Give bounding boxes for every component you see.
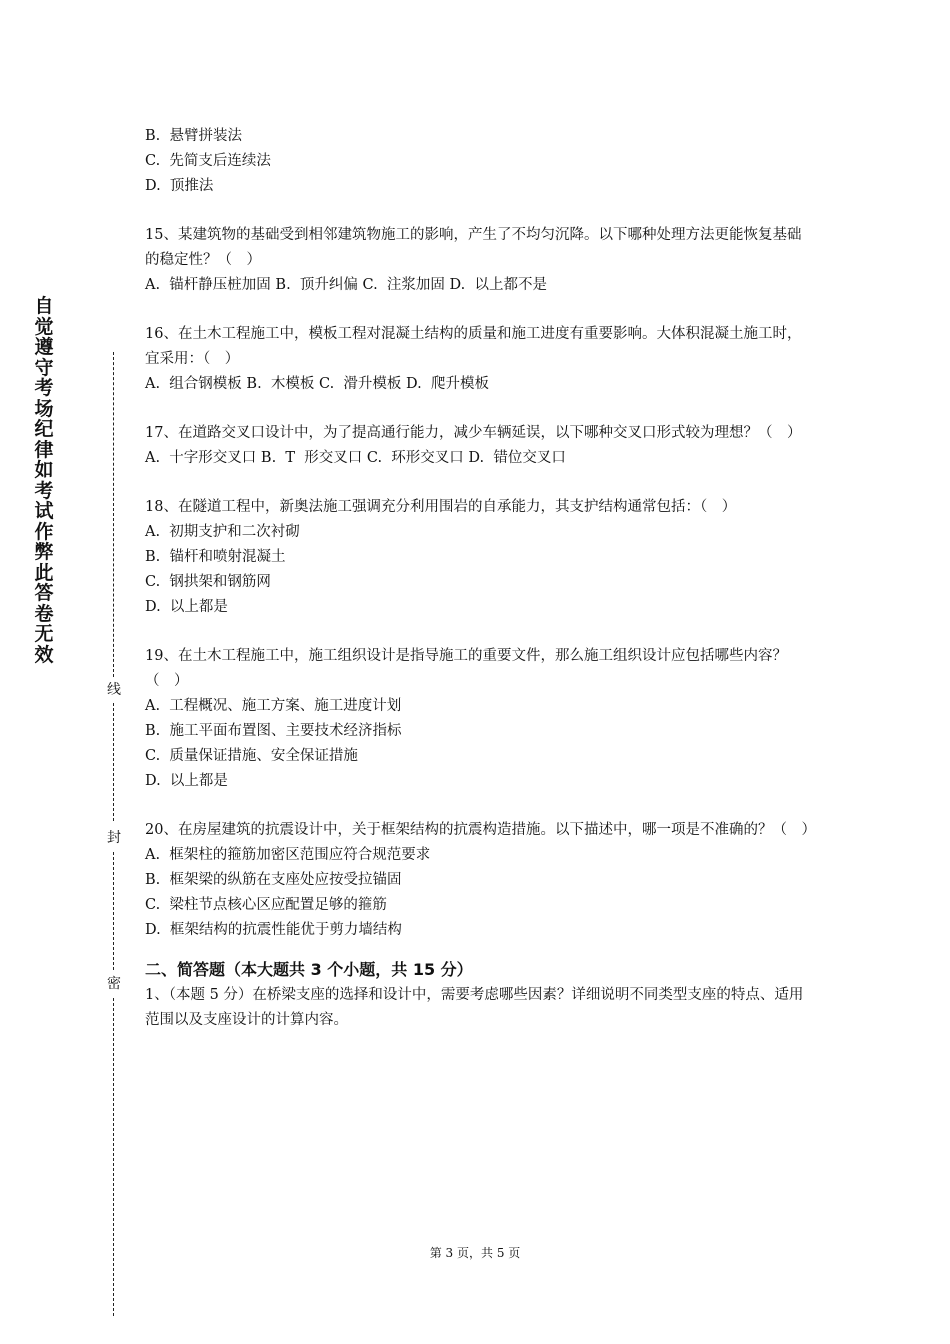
- question-19: [145, 644, 813, 794]
- binding-label-secret: 密: [107, 976, 121, 992]
- option-a: A. 初期支护和二次衬砌: [145, 524, 300, 540]
- question-content: [145, 124, 816, 1033]
- option-a: A. 框架柱的箍筋加密区范围应符合规范要求: [145, 847, 431, 863]
- binding-label-line: 线: [107, 682, 121, 698]
- option-c: C. 梁柱节点核心区应配置足够的箍筋: [145, 897, 387, 913]
- question-17: [145, 421, 813, 471]
- binding-label-seal: 封: [107, 830, 121, 846]
- question-17-options: A. 十字形交叉口 B. T 形交叉口 C. 环形交叉口 D. 错位交叉口: [145, 450, 566, 466]
- question-15-text: 15、某建筑物的基础受到相邻建筑物施工的影响，产生了不均匀沉降。以下哪种处理方法更能恢复基础的稳定性？（ ）: [145, 227, 802, 268]
- exam-discipline-notice: 自觉遵守考场纪律如考试作弊此答卷无效: [34, 295, 54, 666]
- question-18: [145, 495, 813, 620]
- option-d: D. 以上都是: [145, 773, 228, 789]
- section-title-short-answer: 二、简答题（本大题共 3 个小题，共 15 分）: [145, 960, 473, 979]
- question-20-text: 20、在房屋建筑的抗震设计中，关于框架结构的抗震构造措施。以下描述中，哪一项是不准确的？（ ）: [145, 822, 816, 838]
- question-15: [145, 223, 813, 298]
- binding-dashed-line: [113, 998, 114, 1316]
- question-17-text: 17、在道路交叉口设计中，为了提高通行能力，减少车辆延误，以下哪种交叉口形式较为理想？（ ）: [145, 425, 802, 441]
- question-16-text: 16、在土木工程施工中，模板工程对混凝土结构的质量和施工进度有重要影响。大体积混凝土施工时，宜采用：（ ）: [145, 326, 802, 367]
- option-b: B. 框架梁的纵筋在支座处应按受拉锚固: [145, 872, 402, 888]
- option-c: C. 质量保证措施、安全保证措施: [145, 748, 358, 764]
- question-14-continued: [145, 124, 813, 199]
- short-answer-question-1: 1、（本题 5 分）在桥梁支座的选择和设计中，需要考虑哪些因素？详细说明不同类型支座的特点、适用范围以及支座设计的计算内容。: [145, 987, 804, 1028]
- question-18-text: 18、在隧道工程中，新奥法施工强调充分利用围岩的自承能力，其支护结构通常包括：（ ）: [145, 499, 737, 515]
- binding-dashed-line: [113, 703, 114, 821]
- option-c: C. 钢拱架和钢筋网: [145, 574, 271, 590]
- binding-dashed-line: [113, 352, 114, 677]
- question-19-text: 19、在土木工程施工中，施工组织设计是指导施工的重要文件，那么施工组织设计应包括哪些内容？（ ）: [145, 648, 787, 689]
- question-16: [145, 322, 813, 397]
- option-a: A. 工程概况、施工方案、施工进度计划: [145, 698, 402, 714]
- question-16-options: A. 组合钢模板 B. 木模板 C. 滑升模板 D. 爬升模板: [145, 376, 489, 392]
- option-c: C. 先简支后连续法: [145, 153, 271, 169]
- binding-dashed-line: [113, 852, 114, 970]
- question-15-options: A. 锚杆静压桩加固 B. 顶升纠偏 C. 注浆加固 D. 以上都不是: [145, 277, 547, 293]
- option-d: D. 框架结构的抗震性能优于剪力墙结构: [145, 922, 402, 938]
- option-b: B. 锚杆和喷射混凝土: [145, 549, 286, 565]
- option-b: B. 施工平面布置图、主要技术经济指标: [145, 723, 402, 739]
- question-20: [145, 818, 816, 943]
- option-d: D. 以上都是: [145, 599, 228, 615]
- option-d: D. 顶推法: [145, 178, 214, 194]
- option-b: B. 悬臂拼装法: [145, 128, 242, 144]
- page-number: 第 3 页，共 5 页: [429, 1246, 521, 1260]
